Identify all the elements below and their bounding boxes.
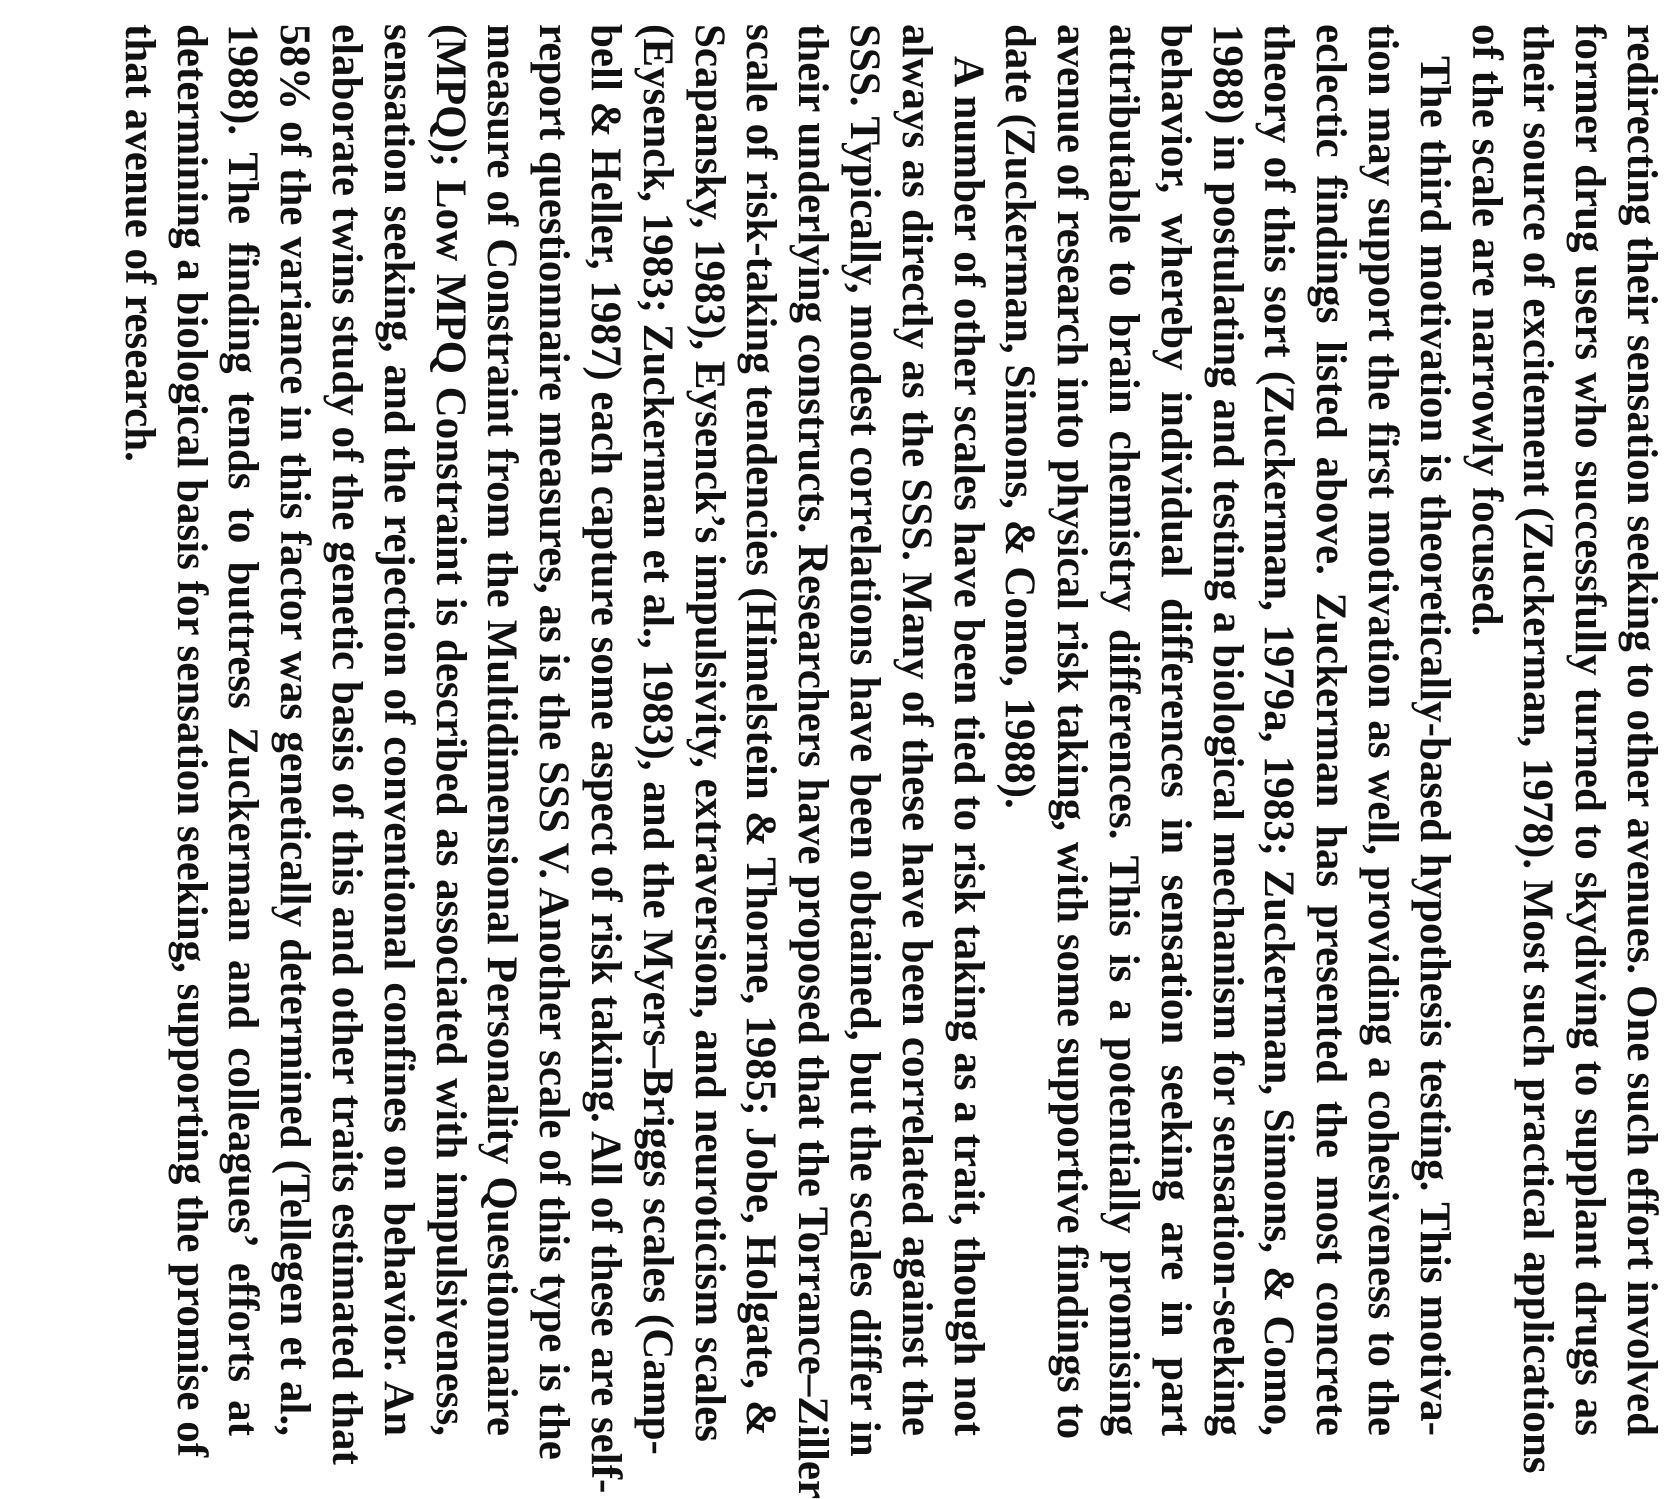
text-line: theory of this sort (Zuckerman, 1979a, 1983; Zuckerman, Simons, & Como, <box>1255 24 1303 1436</box>
text-line: report questionnaire measures, as is the SSS V. Another scale of this type is the <box>530 24 578 1460</box>
text-line: The third motivation is theoretically-based hypothesis testing. This motiva- <box>1410 56 1458 1436</box>
text-line: behavior, whereby individual differences in sensation seeking are in part <box>1151 24 1199 1436</box>
text-line: always as directly as the SSS. Many of these have been correlated against the <box>892 24 940 1436</box>
text-line: bell & Heller, 1987) each capture some aspect of risk taking. All of these are self- <box>582 24 630 1494</box>
text-line: of the scale are narrowly focused. <box>1462 24 1510 637</box>
text-line: eclectic findings listed above. Zuckerman has presented the most concrete <box>1307 24 1355 1436</box>
body-text <box>113 24 1667 1499</box>
text-line: that avenue of research. <box>115 24 163 462</box>
text-line: (MPQ); Low MPQ Constraint is described as associated with impulsiveness, <box>426 24 474 1436</box>
text-line: redirecting their sensation seeking to other avenues. One such effort involved <box>1618 24 1665 1436</box>
text-line: scale of risk-taking tendencies (Himelstein & Thorne, 1985; Jobe, Holgate, & <box>737 24 785 1436</box>
text-line: tion may support the first motivation as well, providing a cohesiveness to the <box>1359 24 1407 1436</box>
text-line: avenue of research into physical risk taking, with some supportive findings to <box>1048 24 1096 1440</box>
text-line: SSS. Typically, modest correlations have been obtained, but the scales differ in <box>841 24 889 1457</box>
text-line: attributable to brain chemistry differences. This is a potentially promising <box>1100 24 1148 1436</box>
text-line: determining a biological basis for sensation seeking, supporting the promise of <box>167 24 215 1458</box>
text-line: 1988). The finding tends to buttress Zuckerman and colleagues’ efforts at <box>219 24 267 1436</box>
text-line: date (Zuckerman, Simons, & Como, 1988). <box>996 24 1044 809</box>
text-line: 58% of the variance in this factor was genetically determined (Tellegen et al., <box>271 24 319 1436</box>
text-line: sensation seeking, and the rejection of conventional confines on behavior. An <box>374 24 422 1436</box>
text-line: measure of Constraint from the Multidimensional Personality Questionnaire <box>478 24 526 1436</box>
text-line: (Eysenck, 1983; Zuckerman et al., 1983), and the Myers–Briggs scales (Camp- <box>633 24 681 1455</box>
text-line: former drug users who successfully turned to skydiving to supplant drugs as <box>1566 24 1614 1436</box>
text-line: Scapansky, 1983), Eysenck’s impulsivity, extraversion, and neuroticism scales <box>685 24 733 1442</box>
text-line: A number of other scales have been tied to risk taking as a trait, though not <box>944 56 992 1436</box>
text-line: 1988) in postulating and testing a biological mechanism for sensation-seeking <box>1203 24 1251 1436</box>
text-line: their source of excitement (Zuckerman, 1978). Most such practical applications <box>1514 24 1562 1474</box>
text-line: their underlying constructs. Researchers have proposed that the Torrance–Ziller <box>789 24 837 1499</box>
text-line: elaborate twins study of the genetic basis of this and other traits estimated that <box>323 24 371 1465</box>
